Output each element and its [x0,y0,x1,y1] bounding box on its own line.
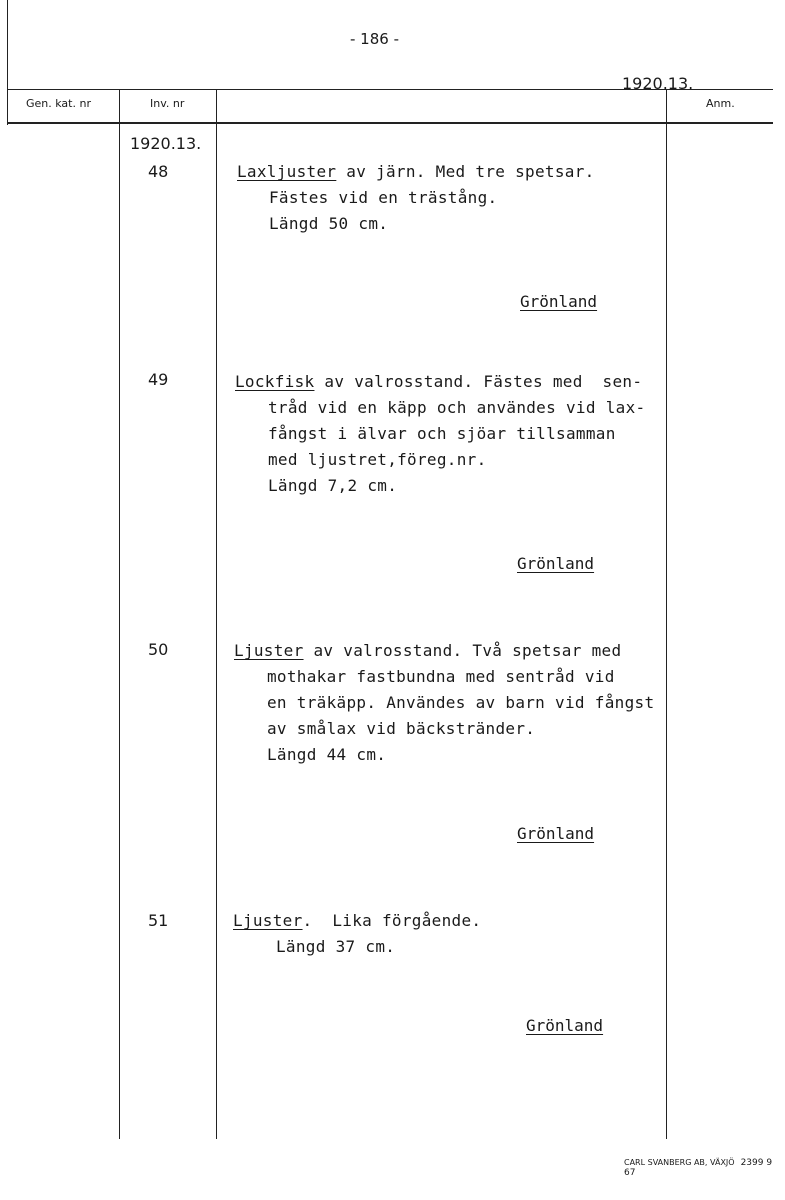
entry-line: tråd vid en käpp och användes vid lax- [268,398,646,417]
entry-first-line [235,372,642,391]
location-label: Grönland [526,1016,604,1035]
page-number: - 186 - [350,30,399,48]
entry-first-line [237,162,595,181]
text-column-divider [216,89,217,1139]
entry-line: Längd 37 cm. [276,937,396,956]
inv-number: 51 [148,911,169,930]
entry-line: av smålax vid bäckstränder. [267,719,536,738]
top-reference: 1920.13. [622,74,694,93]
inv-number: 49 [148,370,169,389]
entry-first-line [233,911,481,930]
entry-line: fångst i älvar och sjöar tillsamman [268,424,616,443]
printer-name: CARL SVANBERG AB, VÄXJÖ [624,1158,735,1167]
anm-column-divider [666,89,667,1139]
entry-text: av järn. Med tre spetsar. [336,162,595,181]
column-header-anm: Anm. [706,97,735,110]
column-header-inv-nr: Inv. nr [150,97,185,110]
entry-line: en träkäpp. Användes av barn vid fångst [267,693,655,712]
entry-line: Längd 7,2 cm. [268,476,398,495]
form-code: 2399 9 67 [624,1158,773,1178]
entry-title: Lockfisk [235,372,315,391]
entry-title: Laxljuster [237,162,337,181]
entry-text: . Lika förgående. [302,911,482,930]
entry-title: Ljuster [234,641,304,660]
entry-text: av valrosstand. Fästes med sen- [314,372,643,391]
inv-number: 50 [148,640,169,659]
year-stamp: 1920.13. [130,134,202,153]
entry-line: Längd 50 cm. [269,214,389,233]
location-label: Grönland [517,824,595,843]
column-header-gen-kat-nr: Gen. kat. nr [26,97,91,110]
inv-number: 48 [148,162,169,181]
entry-line: mothakar fastbundna med sentråd vid [267,667,615,686]
entry-text: av valrosstand. Två spetsar med [303,641,622,660]
entry-line: Fästes vid en trästång. [269,188,498,207]
location-label: Grönland [517,554,595,573]
entry-first-line [234,641,621,660]
entry-title: Ljuster [233,911,303,930]
header-bottom-rule [7,122,773,124]
inv-column-divider [119,89,120,1139]
left-margin-line [7,0,8,125]
printer-footer [624,1158,785,1178]
entry-line: med ljustret,föreg.nr. [268,450,487,469]
location-label: Grönland [520,292,598,311]
entry-line: Längd 44 cm. [267,745,387,764]
